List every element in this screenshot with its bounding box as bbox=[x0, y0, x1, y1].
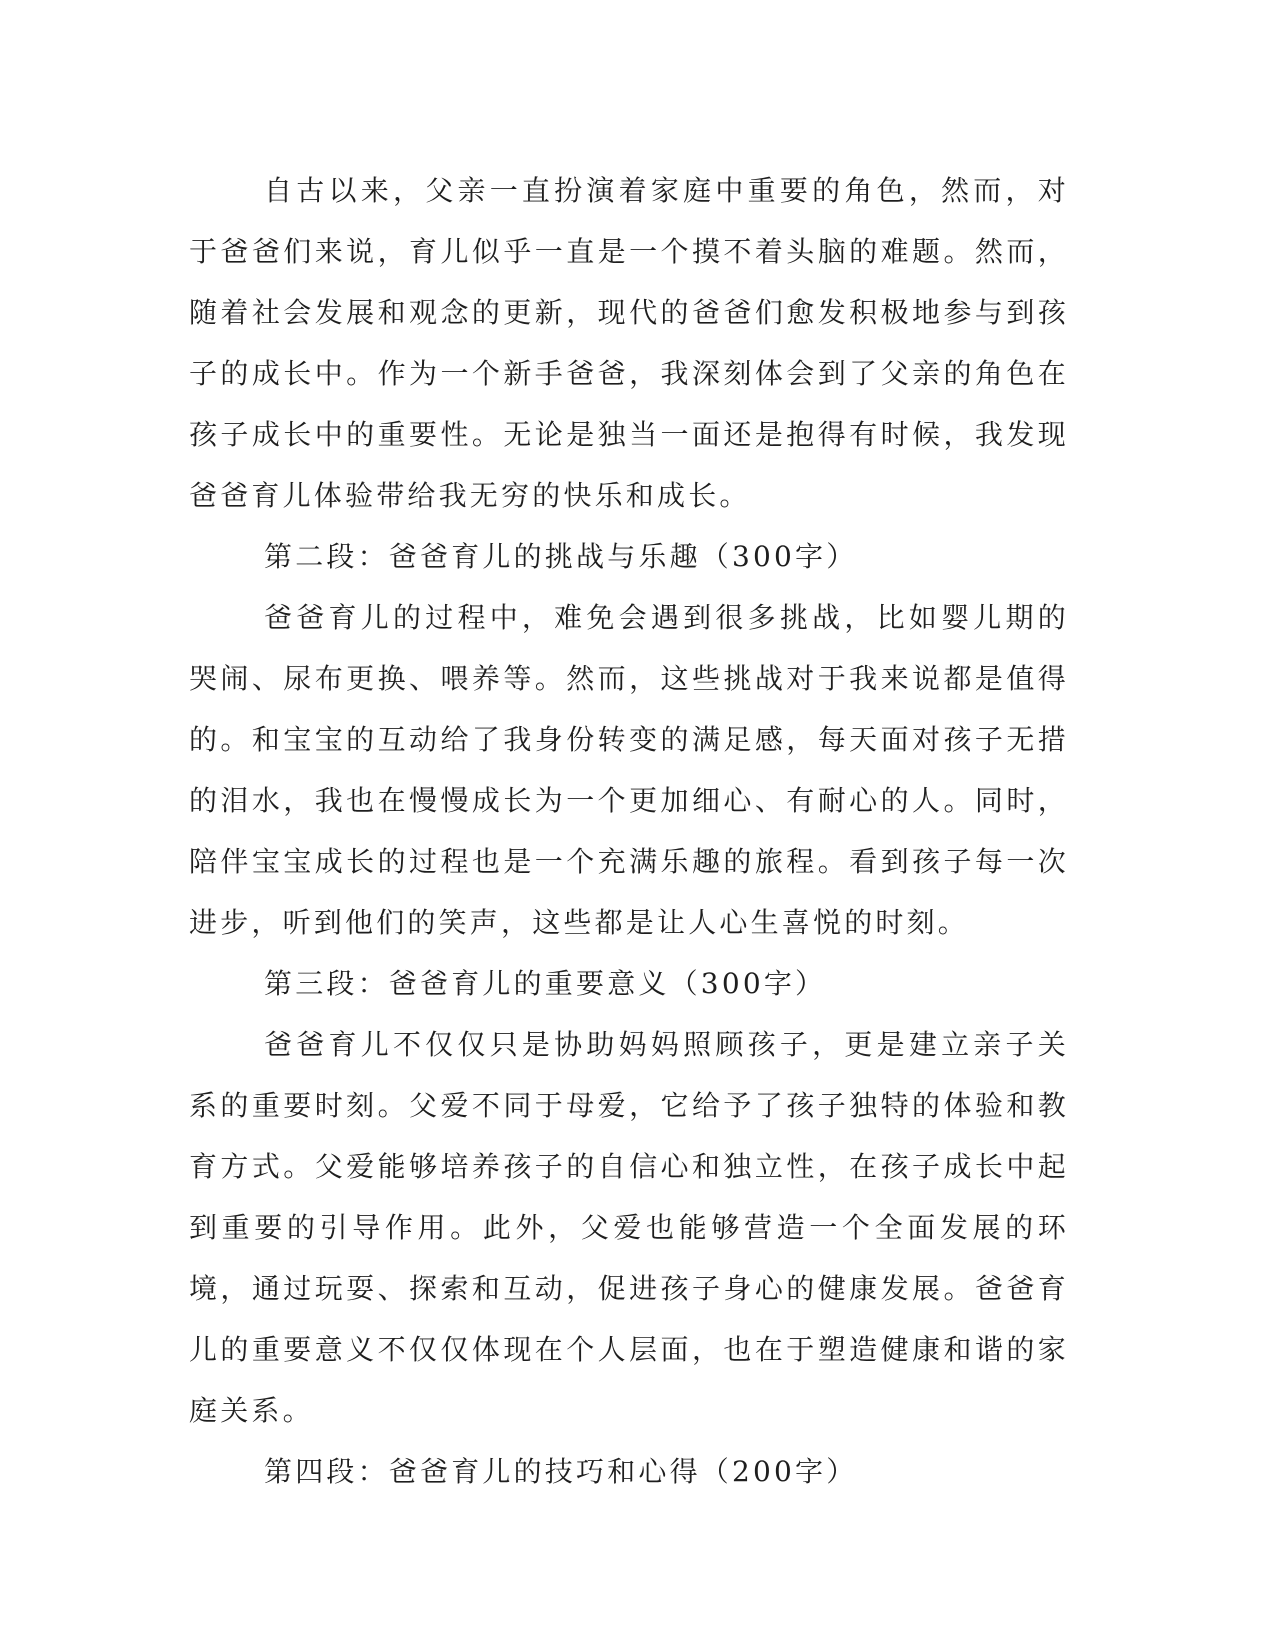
paragraph-intro: 自古以来，父亲一直扮演着家庭中重要的角色，然而，对于爸爸们来说，育儿似乎一直是一个摸不着头脑的难题。然而，随着社会发展和观念的更新，现代的爸爸们愈发积极地参与到孩子的成长中。作为一个新手爸爸，我深刻体会到了父亲的角色在孩子成长中的重要性。无论是独当一面还是抱得有时候，我发现爸爸育儿体验带给我无穷的快乐和成长。 bbox=[189, 174, 1069, 512]
paragraph-significance: 爸爸育儿不仅仅只是协助妈妈照顾孩子，更是建立亲子关系的重要时刻。父爱不同于母爱，它给予了孩子独特的体验和教育方式。父爱能够培养孩子的自信心和独立性，在孩子成长中起到重要的引导作用。此外，父爱也能够营造一个全面发展的环境，通过玩耍、探索和互动，促进孩子身心的健康发展。爸爸育儿的重要意义不仅仅体现在个人层面，也在于塑造健康和谐的家庭关系。 bbox=[189, 1028, 1069, 1427]
section-heading-2: 第二段：爸爸育儿的挑战与乐趣（300字） bbox=[264, 540, 858, 573]
document-body bbox=[189, 160, 1069, 1502]
paragraph-challenges: 爸爸育儿的过程中，难免会遇到很多挑战，比如婴儿期的哭闹、尿布更换、喂养等。然而，这些挑战对于我来说都是值得的。和宝宝的互动给了我身份转变的满足感，每天面对孩子无措的泪水，我也在慢慢成长为一个更加细心、有耐心的人。同时，陪伴宝宝成长的过程也是一个充满乐趣的旅程。看到孩子每一次进步，听到他们的笑声，这些都是让人心生喜悦的时刻。 bbox=[189, 601, 1069, 939]
section-heading-4: 第四段：爸爸育儿的技巧和心得（200字） bbox=[264, 1455, 858, 1488]
section-heading-3: 第三段：爸爸育儿的重要意义（300字） bbox=[264, 967, 827, 1000]
